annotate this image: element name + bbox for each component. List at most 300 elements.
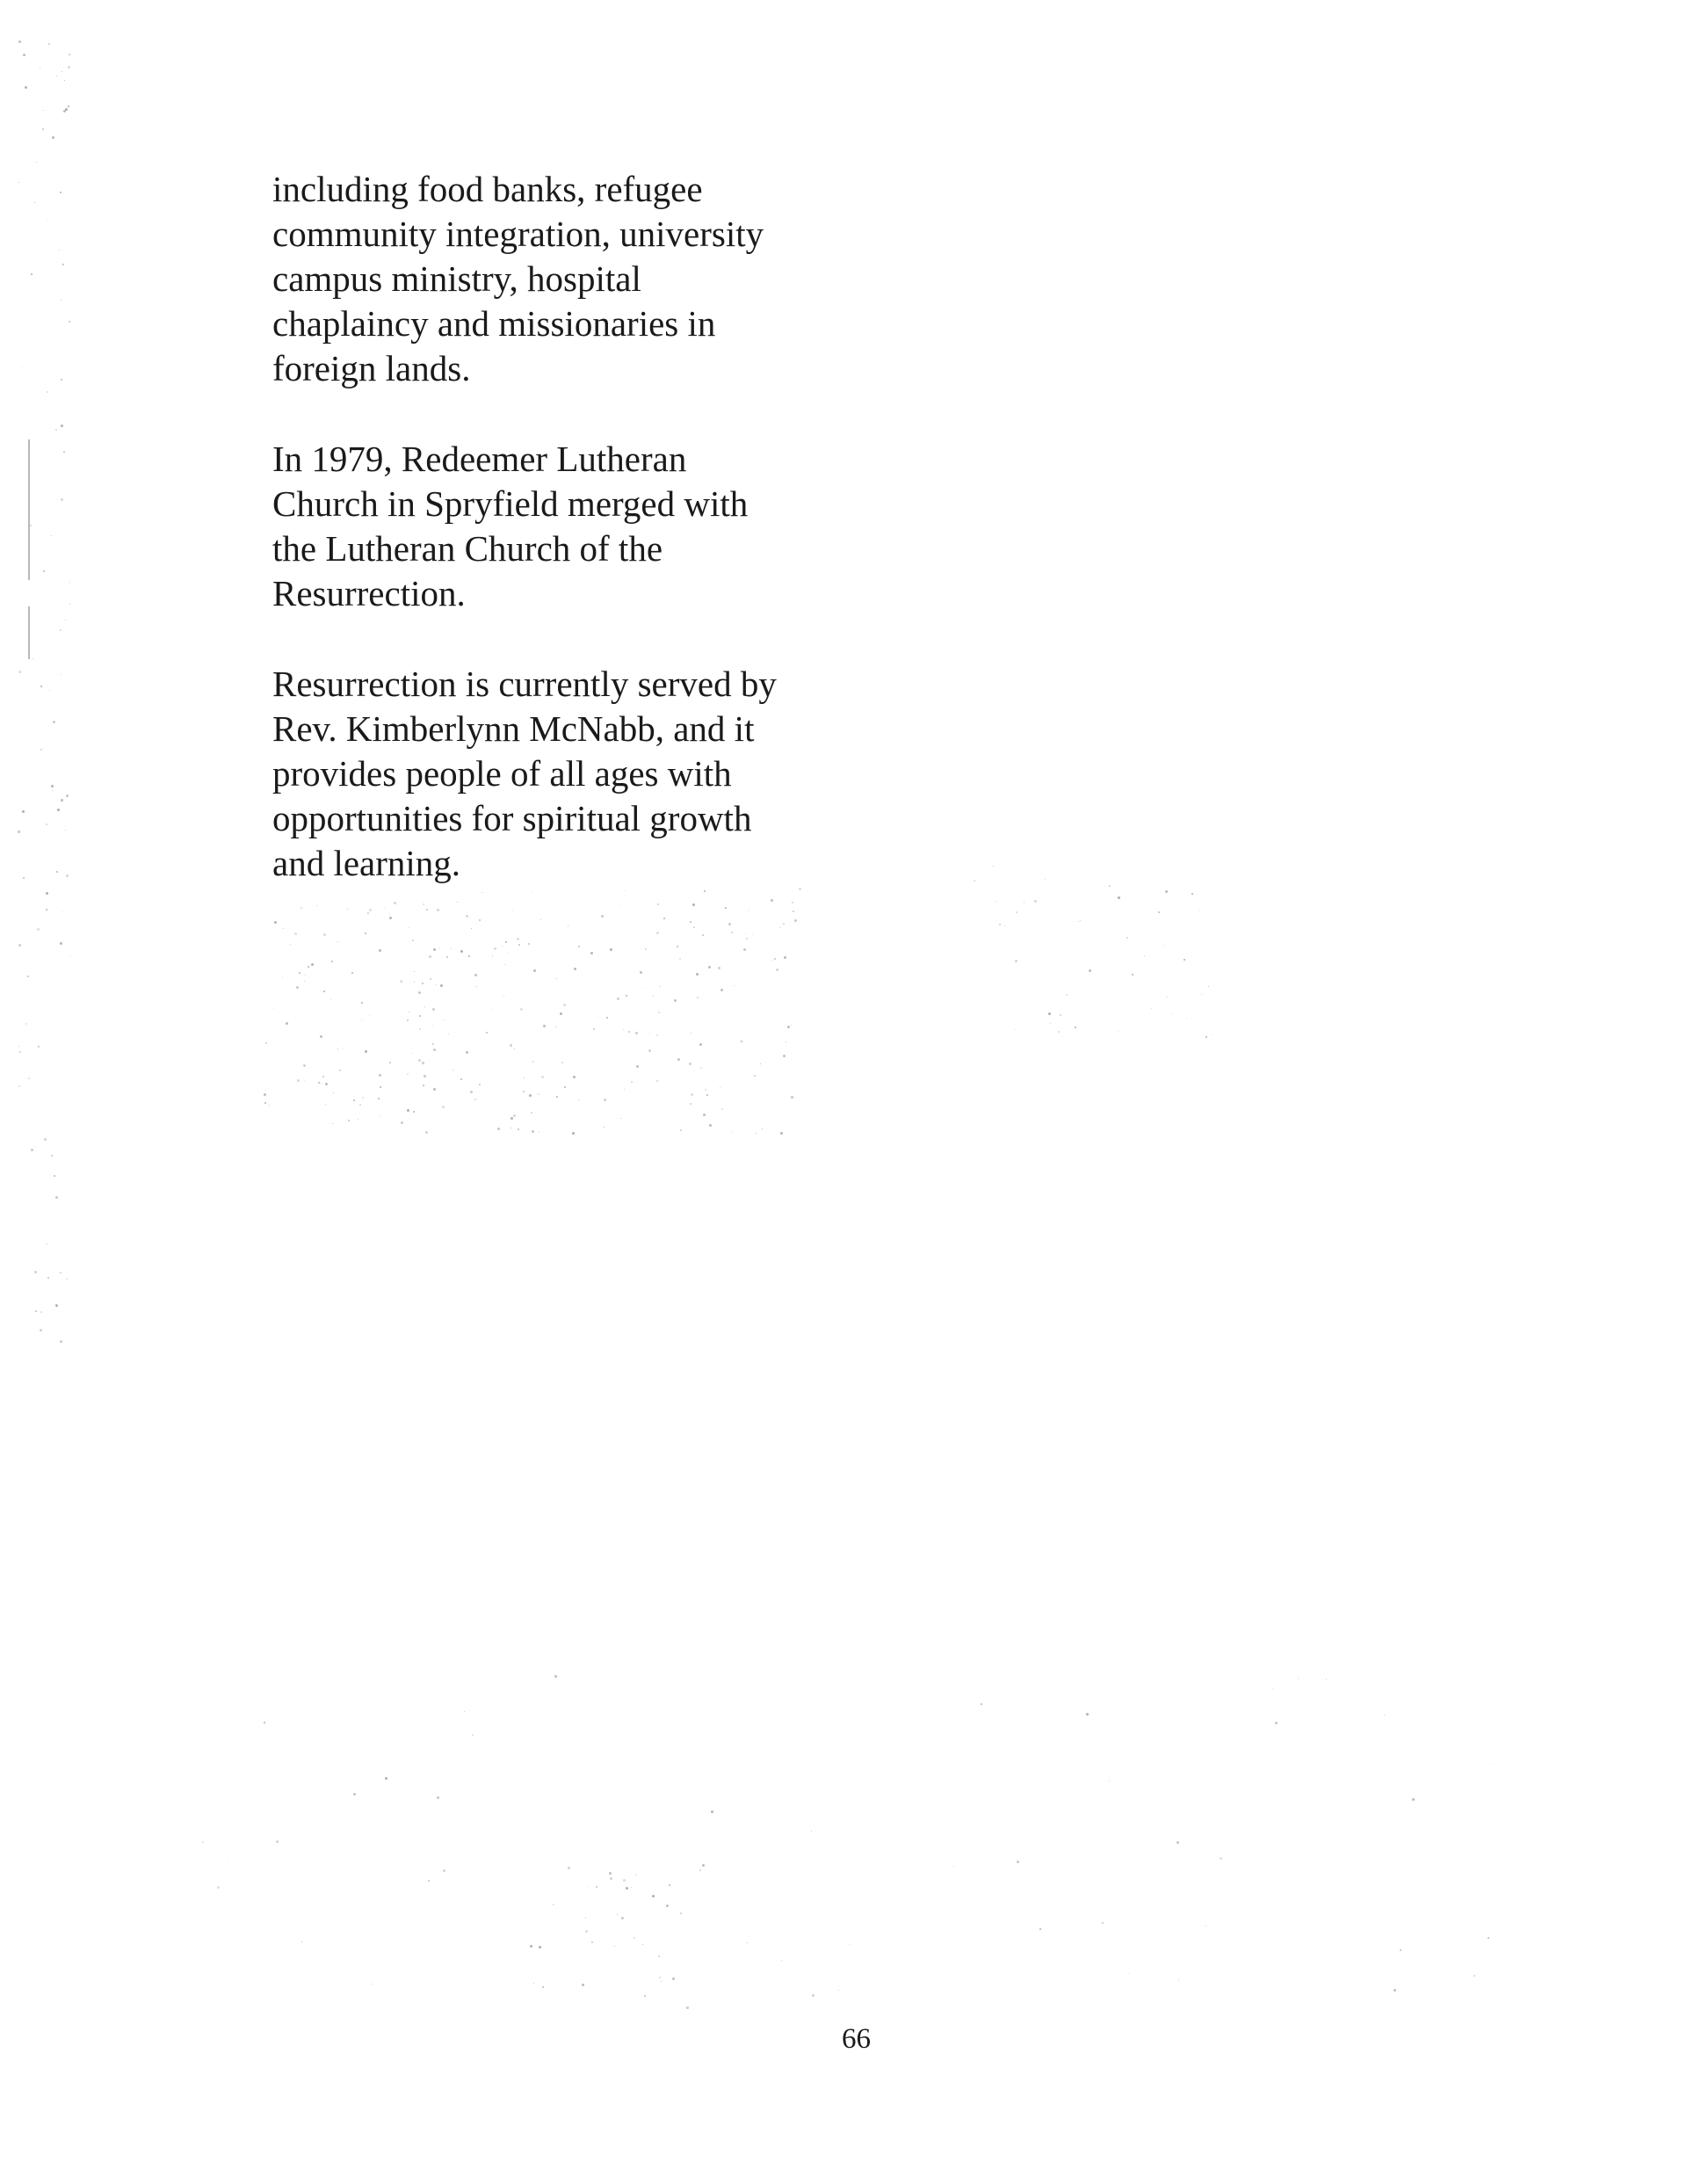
scan-speck [699, 1869, 701, 1871]
scan-speck [631, 1081, 633, 1083]
scan-speck [423, 903, 424, 905]
scan-speck [953, 1866, 954, 1867]
scan-speck [63, 110, 66, 112]
scan-speck [47, 220, 48, 221]
scan-speck [1060, 1014, 1061, 1016]
scan-speck [365, 932, 366, 934]
scan-speck [573, 1076, 576, 1078]
scan-speck [353, 1793, 356, 1796]
scan-speck [745, 933, 746, 934]
scan-speck [693, 926, 695, 928]
text-line: provides people of all ages with [272, 753, 732, 794]
scan-speck [347, 909, 348, 910]
scan-speck [1326, 1679, 1327, 1680]
scan-speck [52, 790, 53, 791]
scan-speck [523, 1091, 525, 1092]
scan-speck [776, 969, 778, 971]
scan-speck [691, 1093, 693, 1096]
scan-speck [66, 1278, 68, 1280]
scan-speck [443, 1869, 445, 1872]
scan-speck [369, 909, 372, 911]
scan-speck [457, 902, 458, 903]
scan-speck [264, 1102, 266, 1104]
scan-speck [433, 1088, 436, 1091]
scan-speck [433, 948, 436, 951]
scan-speck [1024, 902, 1025, 903]
scan-speck [51, 785, 54, 787]
scan-speck [799, 888, 801, 890]
scan-speck [286, 1022, 288, 1025]
scan-speck [631, 1887, 632, 1888]
scan-speck [1058, 1031, 1060, 1033]
scan-speck [746, 938, 748, 940]
scan-speck [474, 974, 477, 976]
scan-speck [19, 1051, 21, 1053]
paragraph-outreach [272, 167, 835, 391]
scan-speck [414, 982, 415, 983]
scan-speck [48, 43, 50, 45]
scan-speck [442, 1106, 445, 1108]
scan-speck [351, 972, 353, 974]
scan-speck [1118, 1031, 1119, 1032]
scan-speck [510, 1117, 513, 1120]
scan-speck [283, 928, 284, 929]
scan-speck [625, 890, 626, 891]
scan-speck [531, 1062, 532, 1063]
scan-speck [1045, 879, 1046, 880]
scan-speck [591, 1941, 593, 1943]
scan-speck [18, 831, 20, 833]
scan-speck [771, 899, 773, 902]
scan-speck [296, 986, 299, 989]
scan-speck [1208, 986, 1209, 987]
scan-speck [40, 1311, 42, 1313]
scan-speck [1184, 959, 1185, 961]
scan-speck [468, 955, 470, 957]
scan-speck [56, 871, 58, 873]
scan-speck [1050, 1023, 1051, 1024]
scan-speck [596, 1886, 597, 1888]
scan-speck [1412, 1798, 1415, 1801]
scan-speck [418, 991, 421, 994]
scan-speck [22, 367, 23, 368]
scan-speck [470, 1091, 473, 1093]
scan-speck [362, 1097, 364, 1099]
scan-edge-mark [28, 439, 30, 580]
scan-speck [304, 981, 305, 982]
scan-speck [1493, 1764, 1494, 1765]
scan-speck [590, 952, 593, 954]
scan-speck [677, 946, 678, 947]
scan-speck [999, 924, 1001, 925]
scan-speck [1017, 1861, 1019, 1863]
scan-speck [437, 1796, 439, 1799]
scan-speck [1048, 1012, 1051, 1015]
scan-speck [585, 1918, 586, 1919]
scan-speck [369, 1015, 370, 1016]
scan-speck [564, 1086, 566, 1088]
scan-speck [1118, 896, 1120, 899]
scan-speck [1186, 1018, 1187, 1019]
scan-speck [1086, 1713, 1089, 1716]
scan-speck [365, 1050, 367, 1053]
scan-speck [1015, 960, 1017, 962]
scan-speck [780, 1132, 783, 1135]
scan-speck [325, 1083, 328, 1085]
scan-speck [623, 1029, 624, 1030]
scan-speck [460, 1078, 462, 1080]
scan-speck [323, 990, 325, 992]
scan-speck [512, 910, 513, 911]
scan-speck [282, 976, 283, 977]
scan-speck [303, 1064, 306, 1067]
page-number: 66 [842, 2023, 871, 2055]
scan-speck [513, 1114, 516, 1117]
scan-speck [25, 1023, 27, 1025]
scan-speck [1039, 1928, 1041, 1930]
scan-speck [321, 1083, 322, 1084]
scan-speck [696, 973, 699, 976]
scan-speck [981, 1703, 982, 1705]
scan-speck [1199, 910, 1200, 911]
scan-speck [648, 1049, 651, 1052]
scan-speck [413, 1111, 415, 1113]
scan-speck [656, 932, 659, 934]
scan-speck [728, 923, 731, 925]
scan-speck [301, 1941, 302, 1942]
scan-speck [585, 1930, 588, 1933]
scan-speck [609, 1872, 612, 1875]
scan-speck [333, 1092, 334, 1093]
scan-speck [432, 1025, 433, 1026]
scan-speck [265, 1042, 267, 1044]
scan-speck [34, 1146, 35, 1147]
scan-speck [318, 1082, 320, 1084]
scan-speck [532, 1130, 534, 1133]
scan-speck [31, 273, 33, 275]
scan-speck [43, 110, 44, 111]
scan-speck [626, 1887, 628, 1890]
scan-speck [640, 971, 642, 974]
scan-speck [61, 300, 62, 301]
scan-speck [304, 1080, 305, 1081]
scan-speck [412, 940, 414, 941]
scan-speck [27, 976, 29, 977]
scan-speck [653, 996, 654, 997]
scan-speck [433, 1048, 436, 1051]
scan-speck [610, 948, 612, 951]
scan-edge-mark [28, 606, 30, 659]
scan-speck [69, 604, 70, 605]
scan-speck [305, 975, 306, 976]
scan-speck [1004, 925, 1005, 926]
scan-speck [367, 912, 369, 914]
scan-speck [811, 1831, 812, 1832]
scan-speck [18, 40, 21, 43]
scan-speck [66, 874, 69, 877]
scan-speck [264, 1722, 265, 1723]
scan-speck [699, 1043, 702, 1046]
scan-speck [451, 948, 452, 949]
scan-speck [679, 958, 681, 960]
scan-speck [760, 1063, 761, 1064]
scan-speck [332, 1123, 333, 1124]
scan-speck [60, 1272, 62, 1273]
scan-speck [624, 1089, 625, 1090]
scan-speck [560, 1012, 562, 1015]
scan-speck [774, 958, 776, 960]
scan-speck [731, 1131, 732, 1132]
text-line: Resurrection is currently served by [272, 664, 777, 704]
scan-speck [18, 944, 21, 947]
scan-speck [60, 1340, 62, 1343]
scan-speck [389, 913, 390, 914]
scan-speck [690, 1103, 691, 1105]
scan-speck [762, 1128, 763, 1129]
scan-speck [626, 995, 627, 997]
scan-speck [54, 1175, 55, 1177]
scan-speck [466, 915, 468, 918]
text-line: chaplaincy and missionaries in [272, 303, 716, 344]
scan-speck [446, 956, 448, 958]
scan-speck [444, 1019, 445, 1020]
scan-speck [623, 1879, 626, 1882]
scan-speck [407, 1109, 409, 1112]
scan-speck [65, 830, 66, 831]
scan-speck [401, 1121, 403, 1124]
text-line: campus ministry, hospital [272, 258, 641, 299]
scan-speck [659, 1977, 661, 1978]
scan-speck [44, 1138, 47, 1141]
scan-speck [361, 1002, 363, 1004]
text-line: community integration, university [272, 214, 764, 254]
scan-speck [472, 1734, 474, 1736]
scan-speck [1016, 911, 1017, 913]
scan-speck [1151, 1008, 1152, 1009]
scan-speck [426, 909, 428, 911]
scan-speck [529, 1094, 532, 1097]
scan-speck [481, 892, 482, 893]
scan-speck [721, 1108, 723, 1110]
scan-speck [64, 80, 65, 81]
scan-speck [419, 1028, 421, 1030]
scan-speck [1191, 893, 1193, 895]
scan-speck [530, 1945, 532, 1948]
scan-speck [690, 921, 691, 923]
scan-speck [635, 1032, 638, 1034]
scan-speck [781, 1960, 782, 1961]
scan-speck [1206, 1036, 1207, 1038]
scan-speck [704, 890, 706, 892]
scan-speck [731, 932, 733, 933]
scan-speck [849, 1944, 850, 1945]
scan-speck [38, 1046, 40, 1048]
scan-speck [504, 964, 505, 965]
scan-speck [359, 1104, 361, 1106]
scan-speck [793, 911, 794, 912]
scan-speck [1128, 1973, 1129, 1974]
scan-speck [418, 1059, 421, 1062]
scan-speck [533, 969, 536, 972]
scan-speck [660, 986, 661, 987]
scan-speck [339, 1070, 341, 1071]
scan-speck [1172, 1013, 1173, 1014]
scan-speck [492, 1009, 493, 1010]
paragraph-current-pastor [272, 662, 835, 886]
scan-speck [539, 1946, 541, 1948]
scan-speck [432, 1008, 435, 1011]
paragraph-merger [272, 437, 835, 616]
scan-speck [634, 1937, 635, 1939]
scan-speck [428, 1880, 430, 1882]
scan-speck [572, 968, 573, 969]
scan-speck [508, 953, 509, 954]
scan-speck [700, 1067, 702, 1069]
scan-speck [1163, 945, 1164, 946]
scan-speck [384, 908, 385, 909]
scan-speck [601, 915, 604, 918]
scan-speck [294, 932, 297, 935]
scan-speck [323, 933, 326, 936]
scan-speck [424, 1006, 425, 1007]
scan-speck [604, 1099, 606, 1101]
scan-speck [385, 1777, 387, 1780]
scan-speck [533, 1983, 534, 1984]
scan-speck [1075, 1027, 1076, 1028]
scan-speck [337, 1048, 338, 1049]
scan-speck [42, 128, 44, 130]
scan-speck [1078, 921, 1079, 922]
scan-speck [62, 264, 63, 265]
scan-speck [1488, 1937, 1489, 1939]
scan-speck [697, 997, 699, 998]
text-line: the Lutheran Church of the [272, 528, 663, 569]
scan-speck [265, 1089, 266, 1090]
scan-speck [656, 1034, 658, 1036]
scan-speck [578, 946, 580, 947]
text-line: Rev. Kimberlynn McNabb, and it [272, 708, 755, 749]
scan-speck [439, 947, 440, 948]
text-line: Resurrection. [272, 573, 466, 613]
scan-speck [60, 629, 62, 631]
scan-speck [325, 1104, 326, 1105]
scan-speck [610, 1877, 612, 1880]
scan-speck [46, 892, 48, 895]
scan-speck [783, 923, 785, 925]
scan-speck [702, 1864, 705, 1867]
scan-speck [642, 1944, 643, 1945]
scan-speck [394, 902, 396, 904]
scan-speck [308, 966, 309, 968]
scan-speck [486, 1032, 488, 1034]
scan-speck [337, 941, 338, 942]
scan-speck [273, 1008, 274, 1009]
scan-speck [290, 944, 291, 945]
scan-speck [604, 1127, 605, 1128]
scan-speck [43, 570, 45, 572]
scan-speck [791, 1096, 793, 1099]
scan-speck [518, 944, 520, 946]
scan-speck [652, 1895, 655, 1897]
scan-speck [658, 1012, 660, 1013]
scan-speck [18, 182, 19, 183]
scan-speck [502, 946, 503, 947]
scan-speck [51, 1155, 53, 1157]
scan-speck [471, 928, 472, 929]
scan-speck [666, 1905, 669, 1907]
scan-speck [46, 824, 47, 825]
scan-speck [53, 721, 55, 723]
scan-speck [35, 1310, 37, 1312]
scan-speck [69, 321, 70, 323]
scan-speck [553, 1904, 554, 1905]
scan-speck [617, 1914, 618, 1915]
scan-speck [1102, 1922, 1104, 1924]
scan-speck [518, 1128, 519, 1130]
scan-speck [510, 1044, 512, 1047]
scan-speck [37, 928, 40, 931]
scan-speck [61, 379, 62, 381]
scan-speck [423, 1085, 424, 1086]
scan-speck [680, 1129, 682, 1131]
scan-speck [528, 943, 530, 945]
scan-speck [497, 1128, 500, 1130]
scan-speck [1089, 969, 1091, 972]
scan-speck [61, 424, 63, 427]
scan-speck [1211, 1034, 1212, 1035]
scan-speck [1298, 1678, 1299, 1679]
scan-speck [300, 907, 302, 909]
scan-speck [689, 1063, 691, 1065]
scan-speck [440, 984, 443, 987]
scan-speck [69, 956, 70, 957]
scan-speck [31, 1149, 33, 1151]
scan-speck [542, 1986, 544, 1988]
scan-speck [331, 961, 333, 962]
scan-speck [554, 1675, 557, 1678]
scan-speck [993, 866, 994, 867]
scan-speck [55, 1196, 58, 1199]
scan-speck [389, 1062, 391, 1063]
scan-speck [69, 582, 70, 583]
scan-speck [680, 1912, 682, 1914]
scan-speck [743, 948, 746, 951]
scan-speck [1167, 997, 1168, 998]
scan-speck [524, 1077, 525, 1078]
scan-speck [606, 1017, 608, 1019]
scan-speck [66, 795, 69, 797]
scan-speck [720, 989, 723, 991]
text-line: and learning. [272, 843, 461, 883]
scan-speck [51, 535, 52, 536]
scan-speck [68, 105, 69, 107]
scan-speck [692, 903, 695, 906]
scan-speck [784, 956, 786, 959]
scan-speck [353, 1099, 355, 1101]
scan-speck [30, 525, 32, 526]
scan-speck [532, 1061, 534, 1063]
scan-speck [563, 1004, 566, 1006]
scan-speck [582, 1984, 584, 1986]
scan-speck [202, 1841, 204, 1843]
scan-speck [297, 1079, 300, 1082]
scan-speck [572, 1132, 575, 1135]
scan-speck [645, 948, 647, 950]
scan-speck [686, 2006, 689, 2009]
scan-speck [61, 674, 62, 675]
scan-speck [460, 950, 463, 953]
scan-speck [55, 429, 57, 431]
